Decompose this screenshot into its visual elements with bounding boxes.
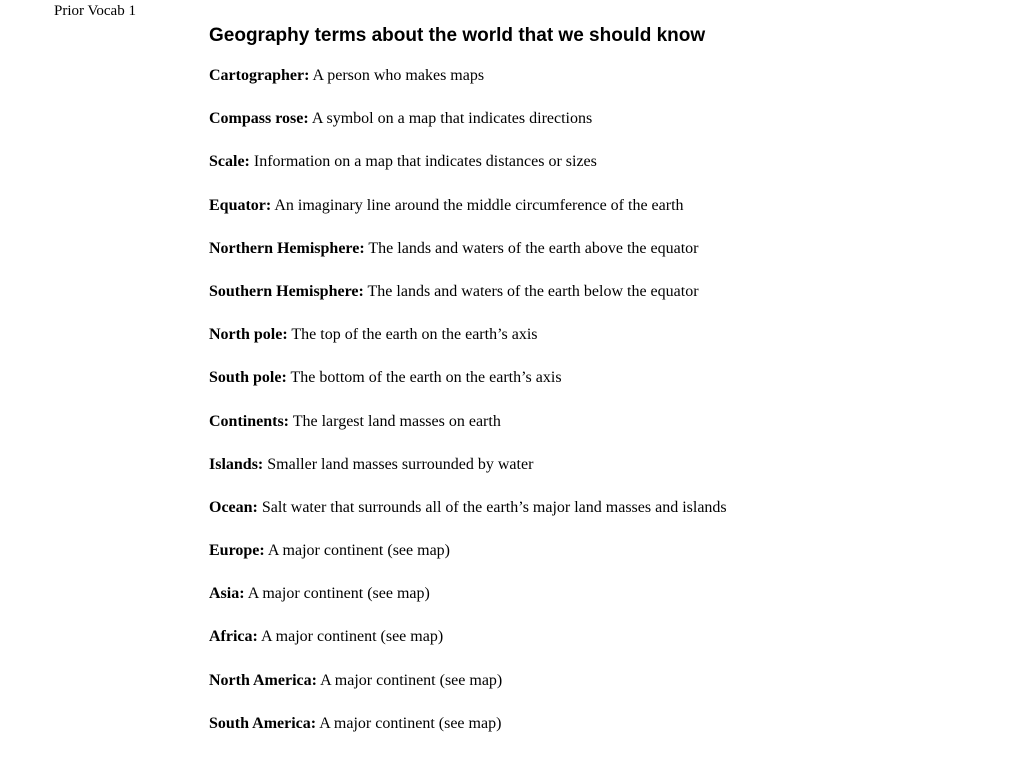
vocabulary-list [209, 65, 727, 756]
term-item-southern-hemisphere [209, 281, 727, 324]
term-name: North America: [209, 671, 317, 689]
term-item-northern-hemisphere [209, 238, 727, 281]
term-name: Southern Hemisphere: [209, 282, 364, 300]
term-item-ocean [209, 497, 727, 540]
term-item-south-pole [209, 367, 727, 410]
term-definition: A major continent (see map) [260, 628, 444, 646]
term-name: Ocean: [209, 498, 258, 516]
term-name: Equator: [209, 196, 272, 214]
term-item-north-pole [209, 324, 727, 367]
term-name: North pole: [209, 326, 288, 344]
term-definition: The largest land masses on earth [292, 412, 501, 430]
term-name: Europe: [209, 542, 265, 560]
document-title: Geography terms about the world that we should know [209, 25, 706, 46]
term-definition: A major continent (see map) [320, 671, 503, 689]
term-definition: A major continent (see map) [267, 542, 451, 560]
term-item-europe [209, 540, 727, 583]
page-label: Prior Vocab 1 [54, 3, 136, 19]
term-name: Continents: [209, 412, 290, 430]
term-definition: The bottom of the earth on the earth’s axis [290, 369, 562, 387]
term-definition: The lands and waters of the earth below the equator [367, 282, 699, 300]
term-definition: Salt water that surrounds all of the earth’s major land masses and islands [261, 498, 727, 516]
term-definition: A major continent (see map) [319, 714, 502, 732]
term-definition: The top of the earth on the earth’s axis [291, 326, 538, 344]
term-definition: Information on a map that indicates distances or sizes [253, 153, 597, 171]
term-definition: A symbol on a map that indicates directions [311, 110, 593, 128]
term-definition: The lands and waters of the earth above the equator [368, 239, 699, 257]
term-name: Cartographer: [209, 67, 310, 84]
term-item-equator [209, 195, 727, 238]
term-name: Northern Hemisphere: [209, 239, 365, 257]
term-name: South America: [209, 714, 317, 732]
term-item-scale [209, 151, 727, 194]
term-name: Asia: [209, 585, 245, 603]
term-name: Africa: [209, 628, 258, 646]
term-item-cartographer [209, 65, 727, 108]
term-definition: An imaginary line around the middle circumference of the earth [274, 196, 684, 214]
term-item-compass-rose [209, 108, 727, 151]
term-name: South pole: [209, 369, 287, 387]
term-name: Islands: [209, 455, 264, 473]
term-name: Scale: [209, 153, 250, 171]
term-item-asia [209, 583, 727, 626]
term-name: Compass rose: [209, 110, 309, 128]
term-item-north-america [209, 670, 727, 713]
term-definition: A major continent (see map) [247, 585, 430, 603]
term-item-islands [209, 454, 727, 497]
term-definition: Smaller land masses surrounded by water [267, 455, 534, 473]
term-item-south-america [209, 713, 727, 756]
term-item-continents [209, 411, 727, 454]
term-definition: A person who makes maps [312, 67, 485, 84]
term-item-africa [209, 626, 727, 669]
